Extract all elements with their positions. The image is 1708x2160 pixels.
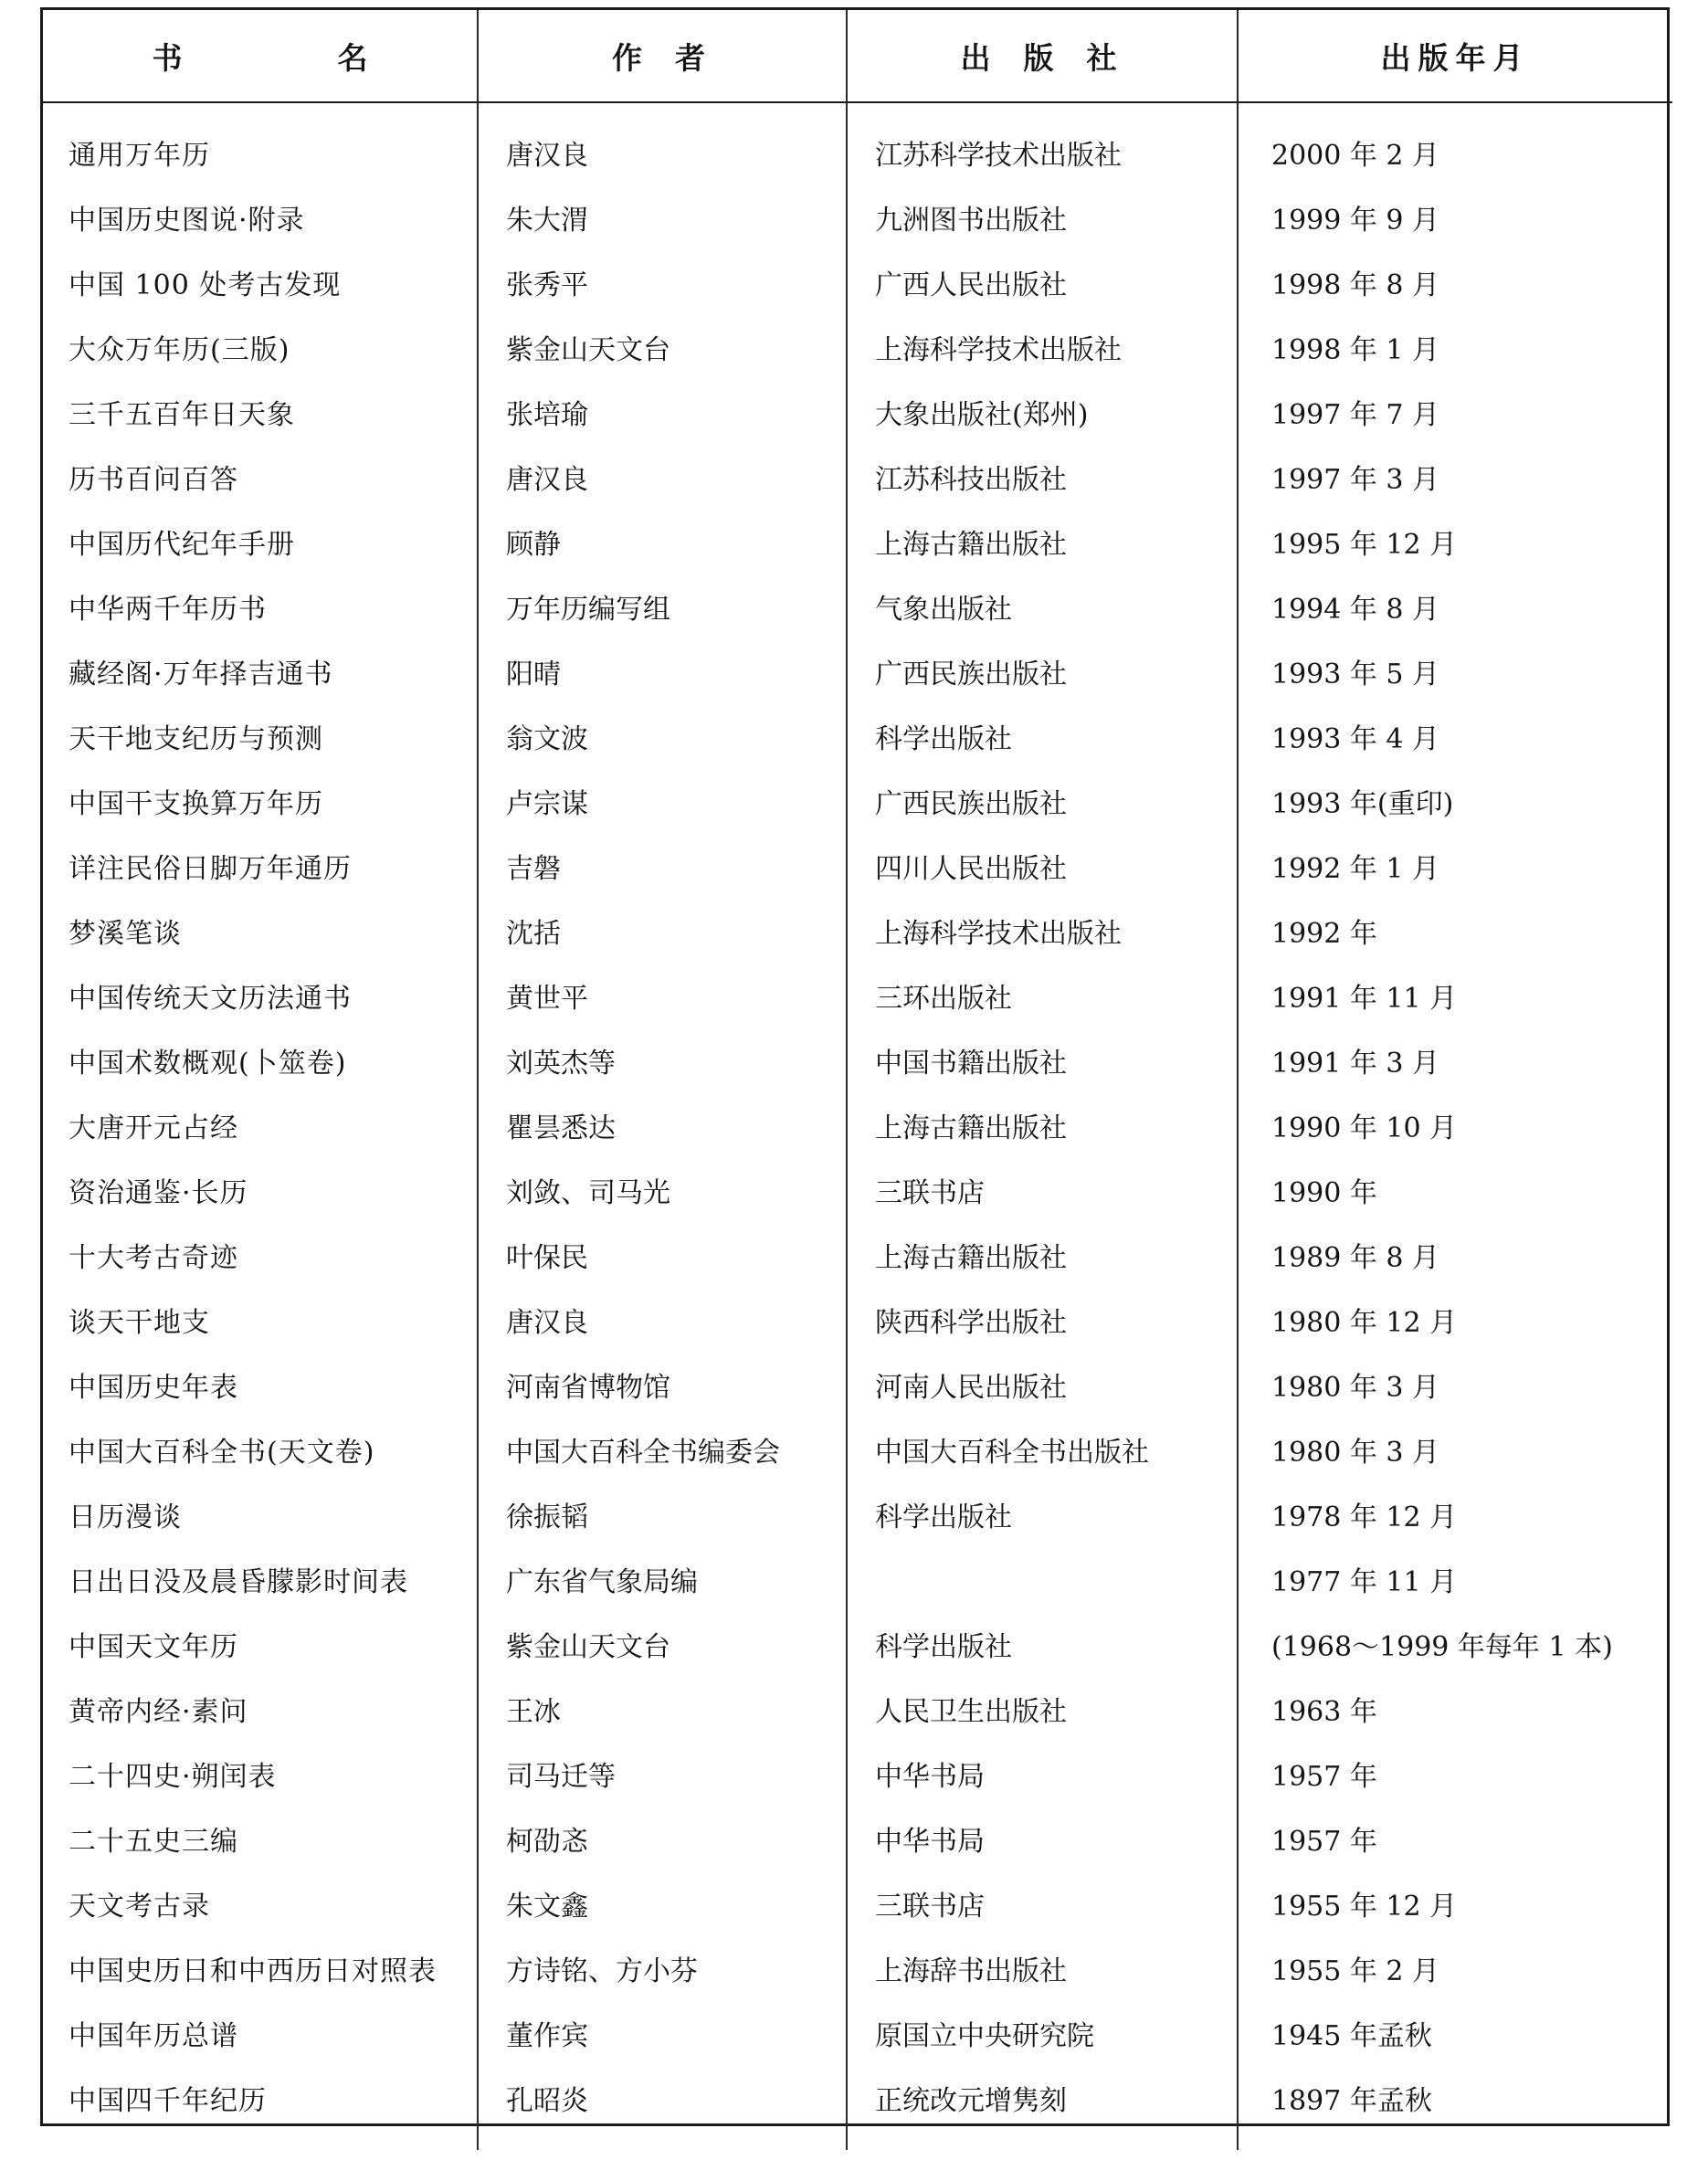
publisher-cell: 广西民族出版社: [847, 772, 1238, 837]
header-publish-date: 出版年月: [1238, 10, 1672, 102]
publisher-cell: 三联书店: [847, 1874, 1238, 1939]
publish-date-cell: 1963 年: [1238, 1680, 1672, 1744]
publisher-cell: [847, 1550, 1238, 1615]
book-title-cell: 中国四千年纪历: [69, 2084, 267, 2117]
table-row: [43, 512, 1672, 577]
author-cell: 柯劭忞: [478, 1809, 847, 1874]
table-row: [43, 966, 1672, 1031]
author-cell: 紫金山天文台: [478, 318, 847, 383]
book-title-cell: 二十五史三编: [69, 1825, 238, 1858]
table-row: [43, 188, 1672, 253]
table-row: [43, 1809, 1672, 1874]
book-title-cell: 天文考古录: [69, 1890, 210, 1923]
author-cell: 张培瑜: [478, 383, 847, 448]
author-cell: 唐汉良: [478, 448, 847, 512]
table-row: [43, 1161, 1672, 1226]
publisher-cell: 中华书局: [847, 1744, 1238, 1809]
table-row: [43, 1226, 1672, 1291]
publish-date-cell: 1993 年 4 月: [1238, 707, 1672, 772]
header-author: [478, 10, 847, 102]
author-cell: 沈括: [478, 901, 847, 966]
book-title-cell: 黄帝内经·素问: [69, 1695, 248, 1728]
author-cell: 中国大百科全书编委会: [478, 1420, 847, 1485]
table-row: [43, 901, 1672, 966]
publisher-cell: 人民卫生出版社: [847, 1680, 1238, 1744]
publisher-cell: 三环出版社: [847, 966, 1238, 1031]
table-header: [43, 10, 1672, 102]
table-row: [43, 448, 1672, 512]
table-row: [43, 837, 1672, 901]
author-cell: 阳晴: [478, 642, 847, 707]
book-title-cell: 梦溪笔谈: [69, 917, 182, 950]
publish-date-cell: 1994 年 8 月: [1238, 577, 1672, 642]
header-publisher-char-1: 出: [960, 39, 998, 76]
book-title-cell: 大众万年历(三版): [69, 333, 290, 366]
publish-date-cell: 1998 年 1 月: [1238, 318, 1672, 383]
author-cell: 朱文鑫: [478, 1874, 847, 1939]
publisher-cell: 正统改元增隽刻: [847, 2069, 1238, 2150]
bibliography-table: [43, 10, 1672, 2150]
author-cell: 广东省气象局编: [478, 1550, 847, 1615]
table-row: [43, 2004, 1672, 2069]
publisher-cell: 中国大百科全书出版社: [847, 1420, 1238, 1485]
book-title-cell: 详注民俗日脚万年通历: [69, 852, 352, 885]
book-title-cell: 中华两千年历书: [69, 593, 267, 626]
book-title-cell: 资治通鉴·长历: [69, 1176, 248, 1209]
publish-date-cell: 1997 年 7 月: [1238, 383, 1672, 448]
book-title-cell: 中国天文年历: [69, 1630, 238, 1663]
publish-date-cell: 1999 年 9 月: [1238, 188, 1672, 253]
book-title-cell: 谈天干地支: [69, 1306, 210, 1339]
publish-date-cell: 1980 年 3 月: [1238, 1355, 1672, 1420]
header-publisher-char-3: 社: [1086, 39, 1124, 76]
author-cell: 唐汉良: [478, 102, 847, 188]
publisher-cell: 大象出版社(郑州): [847, 383, 1238, 448]
table-row: [43, 1550, 1672, 1615]
author-cell: 紫金山天文台: [478, 1615, 847, 1680]
header-book-title-char-2: 名: [337, 39, 368, 76]
table-row: [43, 1096, 1672, 1161]
publisher-cell: 四川人民出版社: [847, 837, 1238, 901]
publisher-cell: 中国书籍出版社: [847, 1031, 1238, 1096]
publish-date-cell: 1957 年: [1238, 1744, 1672, 1809]
publish-date-cell: 1992 年 1 月: [1238, 837, 1672, 901]
table-row: [43, 318, 1672, 383]
author-cell: 吉磐: [478, 837, 847, 901]
table-row: [43, 707, 1672, 772]
publisher-cell: 江苏科学技术出版社: [847, 102, 1238, 188]
book-title-cell: 通用万年历: [69, 139, 210, 172]
table-body: [43, 102, 1672, 2150]
publisher-cell: 三联书店: [847, 1161, 1238, 1226]
publisher-cell: 上海科学技术出版社: [847, 901, 1238, 966]
author-cell: 孔昭炎: [478, 2069, 847, 2150]
publisher-cell: 九洲图书出版社: [847, 188, 1238, 253]
author-cell: 顾静: [478, 512, 847, 577]
author-cell: 翁文波: [478, 707, 847, 772]
publish-date-cell: 2000 年 2 月: [1238, 102, 1672, 188]
author-cell: 刘英杰等: [478, 1031, 847, 1096]
book-title-cell: 日出日没及晨昏朦影时间表: [69, 1565, 408, 1598]
table-row: [43, 102, 1672, 188]
publish-date-cell: 1980 年 3 月: [1238, 1420, 1672, 1485]
book-title-cell: 三千五百年日天象: [69, 398, 295, 431]
author-cell: 河南省博物馆: [478, 1355, 847, 1420]
publish-date-cell: 1957 年: [1238, 1809, 1672, 1874]
publish-date-cell: 1998 年 8 月: [1238, 253, 1672, 318]
publisher-cell: 气象出版社: [847, 577, 1238, 642]
table-row: [43, 1744, 1672, 1809]
publisher-cell: 广西人民出版社: [847, 253, 1238, 318]
publish-date-cell: 1997 年 3 月: [1238, 448, 1672, 512]
table-row: [43, 1680, 1672, 1744]
book-title-cell: 中国术数概观(卜筮卷): [69, 1047, 347, 1080]
publisher-cell: 上海科学技术出版社: [847, 318, 1238, 383]
author-cell: 王冰: [478, 1680, 847, 1744]
publisher-cell: 江苏科技出版社: [847, 448, 1238, 512]
publisher-cell: 上海古籍出版社: [847, 512, 1238, 577]
publisher-cell: 中华书局: [847, 1809, 1238, 1874]
author-cell: 黄世平: [478, 966, 847, 1031]
publish-date-cell: 1897 年孟秋: [1238, 2069, 1672, 2150]
publish-date-cell: 1955 年 2 月: [1238, 1939, 1672, 2004]
publisher-cell: 科学出版社: [847, 1485, 1238, 1550]
author-cell: 徐振韬: [478, 1485, 847, 1550]
publish-date-cell: 1991 年 11 月: [1238, 966, 1672, 1031]
book-title-cell: 十大考古奇迹: [69, 1241, 238, 1274]
table-row: [43, 1485, 1672, 1550]
publish-date-cell: 1995 年 12 月: [1238, 512, 1672, 577]
publish-date-cell: 1978 年 12 月: [1238, 1485, 1672, 1550]
book-title-cell: 中国历史年表: [69, 1371, 238, 1404]
book-title-cell: 中国干支换算万年历: [69, 787, 323, 820]
publish-date-cell: 1955 年 12 月: [1238, 1874, 1672, 1939]
table-row: [43, 383, 1672, 448]
author-cell: 朱大渭: [478, 188, 847, 253]
publish-date-cell: 1945 年孟秋: [1238, 2004, 1672, 2069]
book-title-cell: 历书百问百答: [69, 463, 238, 496]
table-row: [43, 1355, 1672, 1420]
publisher-cell: 上海辞书出版社: [847, 1939, 1238, 2004]
table-row: [43, 1031, 1672, 1096]
publisher-cell: 上海古籍出版社: [847, 1096, 1238, 1161]
author-cell: 卢宗谋: [478, 772, 847, 837]
book-title-cell: 中国大百科全书(天文卷): [69, 1436, 375, 1469]
publisher-cell: 上海古籍出版社: [847, 1226, 1238, 1291]
table-row: [43, 253, 1672, 318]
author-cell: 叶保民: [478, 1226, 847, 1291]
author-cell: 司马迁等: [478, 1744, 847, 1809]
publish-date-cell: 1993 年(重印): [1238, 772, 1672, 837]
book-title-cell: 日历漫谈: [69, 1501, 182, 1533]
header-row: [43, 10, 1672, 102]
book-title-cell: 中国历代纪年手册: [69, 528, 295, 561]
publish-date-cell: 1992 年: [1238, 901, 1672, 966]
publish-date-cell: (1968～1999 年每年 1 本): [1238, 1615, 1672, 1680]
author-cell: 张秀平: [478, 253, 847, 318]
table-row: [43, 1420, 1672, 1485]
publisher-cell: 广西民族出版社: [847, 642, 1238, 707]
author-cell: 董作宾: [478, 2004, 847, 2069]
author-cell: 瞿昙悉达: [478, 1096, 847, 1161]
author-cell: 万年历编写组: [478, 577, 847, 642]
table-row: [43, 642, 1672, 707]
header-book-title-char-1: 书: [152, 39, 183, 76]
publisher-cell: 原国立中央研究院: [847, 2004, 1238, 2069]
author-cell: 方诗铭、方小芬: [478, 1939, 847, 2004]
author-cell: 唐汉良: [478, 1291, 847, 1355]
table-row: [43, 577, 1672, 642]
book-title-cell: 二十四史·朔闰表: [69, 1760, 277, 1793]
header-book-title: [43, 10, 478, 102]
header-publisher-char-2: 版: [1023, 39, 1061, 76]
table-row: [43, 1939, 1672, 2004]
book-title-cell: 藏经阁·万年择吉通书: [69, 658, 333, 690]
publisher-cell: 科学出版社: [847, 1615, 1238, 1680]
header-author-char-2: 者: [675, 39, 712, 76]
book-title-cell: 中国史历日和中西历日对照表: [69, 1955, 437, 1987]
author-cell: 刘敛、司马光: [478, 1161, 847, 1226]
table-row: [43, 2069, 1672, 2150]
publish-date-cell: 1990 年: [1238, 1161, 1672, 1226]
reference-table-frame: [40, 7, 1670, 2126]
publisher-cell: 陕西科学出版社: [847, 1291, 1238, 1355]
publish-date-cell: 1977 年 11 月: [1238, 1550, 1672, 1615]
book-title-cell: 中国年历总谱: [69, 2019, 238, 2052]
header-publisher: [847, 10, 1238, 102]
book-title-cell: 天干地支纪历与预测: [69, 722, 323, 755]
publisher-cell: 科学出版社: [847, 707, 1238, 772]
table-row: [43, 772, 1672, 837]
publish-date-cell: 1990 年 10 月: [1238, 1096, 1672, 1161]
table-row: [43, 1615, 1672, 1680]
header-author-char-1: 作: [612, 39, 649, 76]
book-title-cell: 中国传统天文历法通书: [69, 982, 352, 1015]
book-title-cell: 中国 100 处考古发现: [69, 269, 342, 301]
publish-date-cell: 1991 年 3 月: [1238, 1031, 1672, 1096]
book-title-cell: 大唐开元占经: [69, 1112, 238, 1144]
table-row: [43, 1291, 1672, 1355]
book-title-cell: 中国历史图说·附录: [69, 204, 305, 237]
publish-date-cell: 1993 年 5 月: [1238, 642, 1672, 707]
publish-date-cell: 1989 年 8 月: [1238, 1226, 1672, 1291]
publish-date-cell: 1980 年 12 月: [1238, 1291, 1672, 1355]
publisher-cell: 河南人民出版社: [847, 1355, 1238, 1420]
table-row: [43, 1874, 1672, 1939]
